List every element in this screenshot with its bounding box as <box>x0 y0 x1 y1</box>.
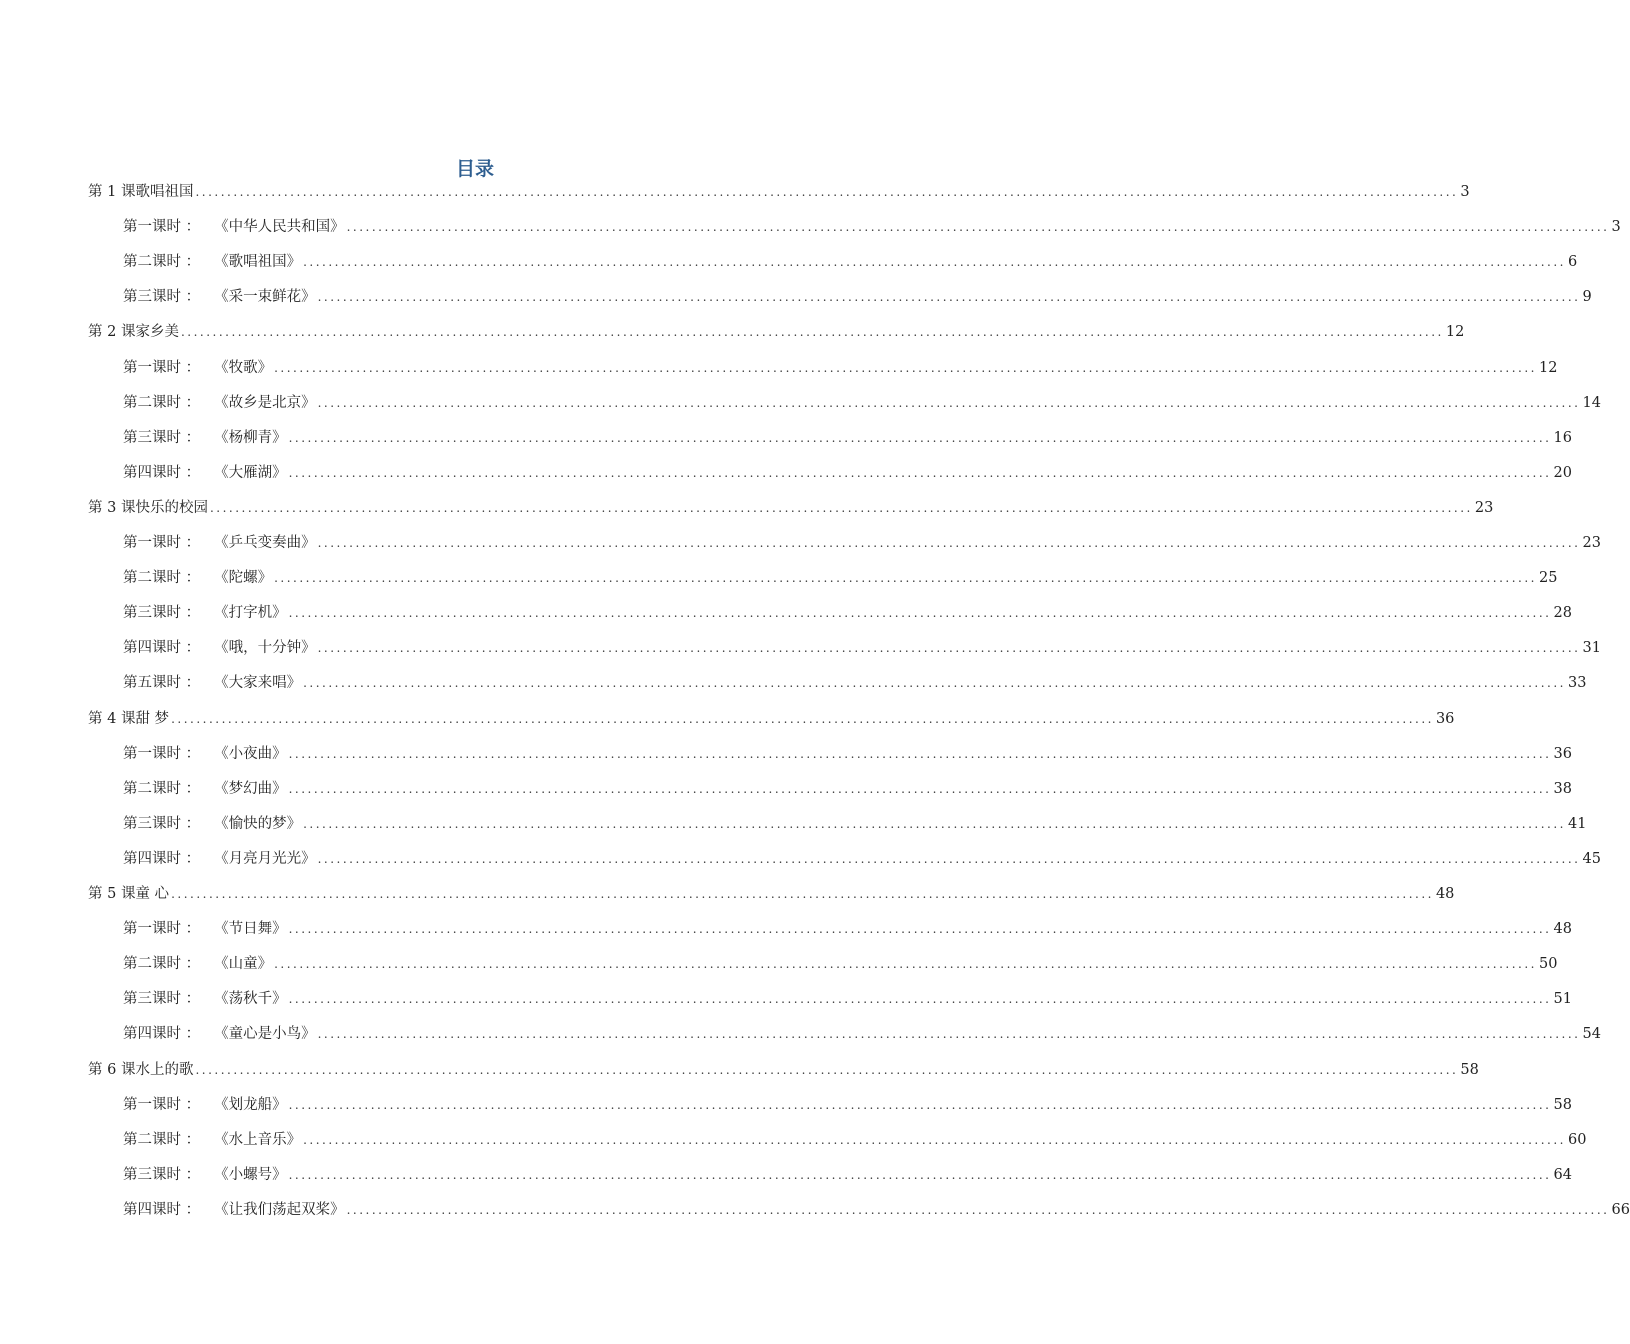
toc-lesson-entry[interactable] <box>123 564 1558 588</box>
chapter-number: 第 4 课 <box>88 710 136 727</box>
page-number: 51 <box>1553 991 1572 1008</box>
page-number: 23 <box>1474 499 1494 516</box>
page-number: 3 <box>1460 184 1470 200</box>
toc-lesson-entry[interactable] <box>123 283 1592 307</box>
page-number: 60 <box>1568 1131 1587 1148</box>
toc-lesson-entry[interactable] <box>123 915 1572 939</box>
chapter-number: 第 2 课 <box>88 324 136 341</box>
page-number: 6 <box>1568 254 1578 271</box>
chapter-title: 甜 梦 <box>135 710 170 727</box>
page-number: 12 <box>1445 324 1465 341</box>
dot-leader: ........................................................................................................................................................................................................ <box>288 1097 1552 1112</box>
toc-lesson-entry[interactable] <box>123 775 1572 799</box>
lesson-label: 第一课时 ： <box>123 745 201 762</box>
page-number: 16 <box>1553 429 1572 446</box>
page-number: 48 <box>1553 921 1572 938</box>
toc-lesson-entry[interactable] <box>123 1196 1630 1220</box>
dot-leader: ........................................................................................................................................................................................................ <box>303 1132 1566 1147</box>
dot-leader: ........................................................................................................................................................................................................ <box>171 887 1434 901</box>
page-number: 23 <box>1582 535 1601 551</box>
lesson-title: 《划龙船》 <box>214 1096 287 1113</box>
dot-leader: ........................................................................................................................................................................................................ <box>195 1062 1459 1077</box>
lesson-title: 《哦，十分钟》 <box>214 640 316 657</box>
dot-leader: ........................................................................................................................................................................................................ <box>195 185 1459 199</box>
lesson-label: 第一课时 ： <box>123 1096 201 1113</box>
lesson-title: 《小螺号》 <box>214 1166 287 1183</box>
toc-chapter-entry[interactable] <box>88 1056 1479 1080</box>
toc-lesson-entry[interactable] <box>123 1020 1601 1044</box>
page-number: 38 <box>1553 780 1572 797</box>
toc-lesson-entry[interactable] <box>123 950 1558 974</box>
dot-leader: ........................................................................................................................................................................................................ <box>303 676 1566 691</box>
toc-lesson-entry[interactable] <box>123 459 1572 483</box>
page-number: 14 <box>1582 394 1601 411</box>
page-number: 50 <box>1539 956 1558 973</box>
dot-leader: ........................................................................................................................................................................................................ <box>274 360 1537 375</box>
chapter-number: 第 3 课 <box>88 499 136 516</box>
lesson-title: 《故乡是北京》 <box>214 394 316 411</box>
toc-lesson-entry[interactable] <box>123 599 1572 623</box>
toc-chapter-entry[interactable] <box>88 880 1455 904</box>
dot-leader: ........................................................................................................................................................................................................ <box>180 325 1444 340</box>
toc-lesson-entry[interactable] <box>123 1161 1572 1185</box>
page-number: 54 <box>1582 1026 1601 1043</box>
lesson-label: 第四课时 ： <box>123 1026 201 1043</box>
chapter-title: 童 心 <box>135 886 170 902</box>
lesson-label: 第三课时 ： <box>123 815 201 832</box>
page-number: 45 <box>1582 850 1601 867</box>
toc-lesson-entry[interactable] <box>123 1091 1572 1115</box>
page-number: 28 <box>1553 605 1572 622</box>
chapter-title: 家乡美 <box>135 324 179 341</box>
page-number: 66 <box>1611 1201 1630 1218</box>
dot-leader: ........................................................................................................................................................................................................ <box>288 922 1552 937</box>
page-number: 64 <box>1553 1166 1572 1183</box>
lesson-label: 第二课时 ： <box>123 570 201 587</box>
lesson-title: 《童心是小鸟》 <box>214 1026 316 1043</box>
toc-chapter-entry[interactable] <box>88 705 1455 729</box>
page-number: 58 <box>1460 1061 1479 1078</box>
dot-leader: ........................................................................................................................................................................................................ <box>303 816 1566 831</box>
lesson-title: 《月亮月光光》 <box>214 850 316 867</box>
dot-leader: ........................................................................................................................................................................................................ <box>317 290 1581 305</box>
lesson-label: 第二课时 ： <box>123 254 201 271</box>
lesson-label: 第四课时 ： <box>123 640 201 657</box>
page-number: 48 <box>1435 886 1455 902</box>
toc-title: 目录 <box>455 158 494 180</box>
dot-leader: ........................................................................................................................................................................................................ <box>288 465 1552 480</box>
toc-lesson-entry[interactable] <box>123 354 1558 378</box>
dot-leader: ........................................................................................................................................................................................................ <box>346 220 1610 235</box>
dot-leader: ........................................................................................................................................................................................................ <box>317 1027 1581 1042</box>
lesson-title: 《采一束鲜花》 <box>214 289 316 306</box>
dot-leader: ........................................................................................................................................................................................................ <box>317 395 1581 410</box>
chapter-number: 第 6 课 <box>88 1061 136 1078</box>
lesson-title: 《荡秋千》 <box>214 991 287 1008</box>
lesson-title: 《陀螺》 <box>214 570 273 587</box>
chapter-number: 第 5 课 <box>88 886 136 902</box>
page-number: 3 <box>1611 219 1621 236</box>
toc-lesson-entry[interactable] <box>123 669 1587 693</box>
toc-lesson-entry[interactable] <box>123 845 1601 869</box>
lesson-title: 《杨柳青》 <box>214 429 287 446</box>
page-number: 41 <box>1568 815 1587 832</box>
dot-leader: ........................................................................................................................................................................................................ <box>346 1202 1610 1217</box>
lesson-title: 《大雁湖》 <box>214 464 287 481</box>
dot-leader: ........................................................................................................................................................................................................ <box>209 500 1473 515</box>
lesson-title: 《节日舞》 <box>214 921 287 938</box>
toc-chapter-entry[interactable] <box>88 494 1494 518</box>
dot-leader: ........................................................................................................................................................................................................ <box>274 571 1537 586</box>
dot-leader: ........................................................................................................................................................................................................ <box>288 746 1552 761</box>
lesson-label: 第一课时 ： <box>123 921 201 938</box>
lesson-title: 《乒乓变奏曲》 <box>214 535 316 551</box>
lesson-title: 《牧歌》 <box>214 359 273 376</box>
toc-lesson-entry[interactable] <box>123 424 1572 448</box>
lesson-label: 第三课时 ： <box>123 605 201 622</box>
dot-leader: ........................................................................................................................................................................................................ <box>288 606 1552 621</box>
chapter-number: 第 1 课 <box>88 184 136 200</box>
page-number: 58 <box>1553 1096 1572 1113</box>
lesson-label: 第四课时 ： <box>123 1201 201 1218</box>
lesson-label: 第一课时 ： <box>123 359 201 376</box>
dot-leader: ........................................................................................................................................................................................................ <box>317 536 1581 550</box>
lesson-title: 《愉快的梦》 <box>214 815 302 832</box>
page-number: 9 <box>1582 289 1592 306</box>
toc-lesson-entry[interactable] <box>123 213 1621 237</box>
page-number: 25 <box>1539 570 1558 587</box>
lesson-title: 《让我们荡起双桨》 <box>214 1201 345 1218</box>
lesson-title: 《中华人民共和国》 <box>214 219 345 236</box>
lesson-title: 《小夜曲》 <box>214 745 287 762</box>
dot-leader: ........................................................................................................................................................................................................ <box>288 781 1552 796</box>
chapter-title: 快乐的校园 <box>135 499 208 516</box>
lesson-title: 《歌唱祖国》 <box>214 254 302 271</box>
toc-lesson-entry[interactable] <box>123 985 1572 1009</box>
lesson-label: 第二课时 ： <box>123 956 201 973</box>
dot-leader: ........................................................................................................................................................................................................ <box>288 992 1552 1007</box>
lesson-label: 第二课时 ： <box>123 1131 201 1148</box>
page-number: 31 <box>1582 640 1601 657</box>
lesson-label: 第四课时 ： <box>123 850 201 867</box>
lesson-label: 第一课时 ： <box>123 535 201 551</box>
lesson-label: 第三课时 ： <box>123 1166 201 1183</box>
dot-leader: ........................................................................................................................................................................................................ <box>288 430 1552 445</box>
toc-lesson-entry[interactable] <box>123 810 1587 834</box>
dot-leader: ........................................................................................................................................................................................................ <box>303 255 1566 270</box>
dot-leader: ........................................................................................................................................................................................................ <box>317 851 1581 866</box>
page-number: 12 <box>1539 359 1558 376</box>
lesson-title: 《梦幻曲》 <box>214 780 287 797</box>
chapter-title: 水上的歌 <box>135 1061 194 1078</box>
toc-lesson-entry[interactable] <box>123 529 1601 553</box>
lesson-title: 《山童》 <box>214 956 273 973</box>
toc-chapter-entry[interactable] <box>88 178 1470 202</box>
toc-lesson-entry[interactable] <box>123 248 1578 272</box>
lesson-title: 《打字机》 <box>214 605 287 622</box>
dot-leader: ........................................................................................................................................................................................................ <box>288 1167 1552 1182</box>
lesson-title: 《大家来唱》 <box>214 675 302 692</box>
lesson-label: 第三课时 ： <box>123 429 201 446</box>
lesson-label: 第三课时 ： <box>123 991 201 1008</box>
lesson-label: 第二课时 ： <box>123 780 201 797</box>
lesson-label: 第二课时 ： <box>123 394 201 411</box>
lesson-label: 第一课时 ： <box>123 219 201 236</box>
page-number: 36 <box>1435 710 1455 727</box>
chapter-title: 歌唱祖国 <box>135 184 194 200</box>
page-number: 33 <box>1568 675 1587 692</box>
page-number: 36 <box>1553 745 1572 762</box>
lesson-label: 第三课时 ： <box>123 289 201 306</box>
dot-leader: ........................................................................................................................................................................................................ <box>274 957 1537 972</box>
toc-lesson-entry[interactable] <box>123 740 1572 764</box>
toc-chapter-entry[interactable] <box>88 318 1465 342</box>
dot-leader: ........................................................................................................................................................................................................ <box>317 641 1581 656</box>
lesson-label: 第五课时 ： <box>123 675 201 692</box>
lesson-title: 《水上音乐》 <box>214 1131 302 1148</box>
dot-leader: ........................................................................................................................................................................................................ <box>171 711 1434 726</box>
lesson-label: 第四课时 ： <box>123 464 201 481</box>
page-number: 20 <box>1553 464 1572 481</box>
toc-lesson-entry[interactable] <box>123 1126 1587 1150</box>
toc-lesson-entry[interactable] <box>123 634 1601 658</box>
toc-lesson-entry[interactable] <box>123 389 1601 413</box>
